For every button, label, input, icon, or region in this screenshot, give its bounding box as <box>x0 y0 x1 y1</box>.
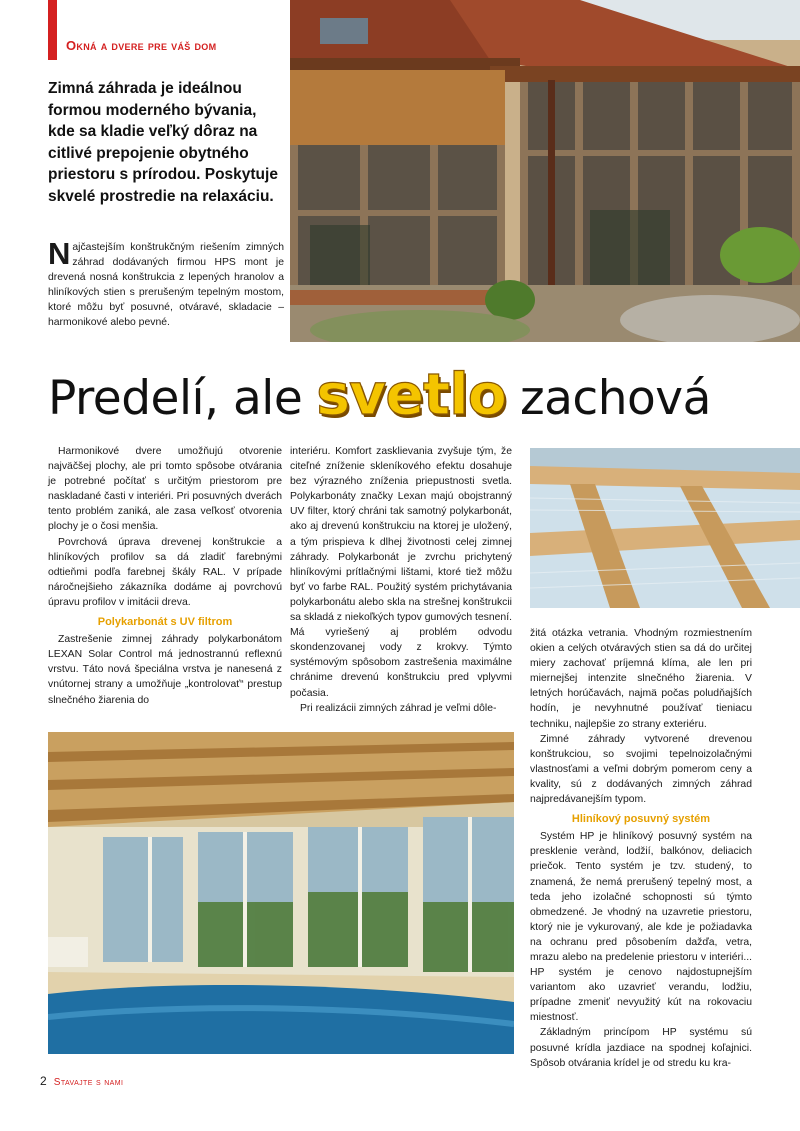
drop-cap: N <box>48 236 71 271</box>
headline-after: zachová <box>519 371 711 426</box>
subheading-aluminium-system: Hliníkový posuvný systém <box>571 813 711 826</box>
intro-paragraph <box>48 236 284 331</box>
intro-text: ajčastejším konštrukčným riešením zimných záhrad dodávaných firmou HPS mont je drevená nosná konštrukcia z lepených hranolov a hliníkových stien s prerušeným tepelným mostom, ktoré môžu byť posuvné, otváravé, skladacie – harmonikové alebo pevné. <box>48 242 284 329</box>
photo-roof-beams <box>530 448 800 608</box>
lead-paragraph: Zimná záhrada je ideálnou formou moderného bývania, kde sa kladie veľký dôraz na citlivé prepojenie obytného priestoru s prírodou. Poskytuje skvelé prostredie na relaxáciu. <box>48 80 278 205</box>
text-column-3 <box>530 626 752 1071</box>
col1-paragraph-2: Povrchová úprava drevenej konštrukcie a hliníkových profilov sa dá zladiť farebnými odtieňmi podľa farebnej škály RAL. V prípade náročnejšieho zákazníka dodáme aj povrchovú úpravu profilov v imitácii dreva. <box>48 536 282 608</box>
headline-before: Predelí, ale <box>48 371 303 426</box>
col1-paragraph-3: Zastrešenie zimnej záhrady polykarbonátom LEXAN Solar Control má jednostrannú reflexnú vrstvu. Táto nová špeciálna vrstva je nanesená z vnútornej strany a umožňuje „kontrolovať“ prestup slnečného žiarenia do <box>48 634 282 706</box>
col3-paragraph-2: Zimné záhrady vytvorené drevenou konštrukciou, so svojimi tepelnoizolačnými vlastnosťami a veľmi dobrým pomerom ceny a kvality, sú z dodávaných zimných záhrad najpredávanejším typom. <box>530 733 752 806</box>
col3-paragraph-1: žitá otázka vetrania. Vhodným rozmiestnením okien a celých otváravých stien sa dá do určitej miery zachovať príjemná klíma, ale len pri miernejšej intenzite slnečného žiarenia. V letných horúčavách, najmä počas poludňajších hodín, je nevyhnutné používať tieniacu techniku, najlepšie zo strany exteriéru. <box>530 628 752 730</box>
col2-paragraph-1: interiéru. Komfort zasklievania zvyšuje tým, že citeľné zníženie skleníkového efektu dosahuje bez výrazného zníženia priepustnosti svetla. Polykarbonáty značky Lexan majú obojstranný UV filter, ktorý chráni tak samotný polykarbonát, ako aj drevenú konštrukciu na ktorej je uložený, a tým prispieva k dlhej životnosti celej zimnej záhrady. Polykarbonát je zvrchu prichytený hliníkovými prítlačnými lištami, ktoré tiež môžu byť vo farbe RAL. Použitý systém prichytávania polykarbonátu alebo skla na strešnej konštrukcii sa skladá z niekoľkých typov gumových tesnení. Má vyriešený aj problém odvodu skondenzovanej vody z krokvy. Týmto systémovým spôsobom zastrešenia maximálne chránime drevenú konštrukciu pred vplyvmi počasia. <box>290 446 512 699</box>
col3-paragraph-4: Základným princípom HP systému sú posuvné krídla jazdiace na spodnej koľajnici. Spôsob otvárania krídel je od stredu ku kra- <box>530 1027 752 1069</box>
col1-paragraph-1: Harmonikové dvere umožňujú otvorenie najväčšej plochy, ale pri tomto spôsobe otvárania je potrebné počítať s určitým priestorom pre naskladané časti v interiéri. Pri posuvných dverách tento problém zaniká, ale zasa veľkosť otvorenia plochy je o čosi menšia. <box>48 446 282 533</box>
article-headline <box>48 362 758 432</box>
subheading-polycarbonate: Polykarbonát s UV filtrom <box>97 616 233 629</box>
section-accent-bar <box>48 0 57 60</box>
photo-winter-garden-exterior <box>290 0 800 342</box>
text-column-1 <box>48 444 282 708</box>
text-column-2 <box>290 444 512 716</box>
headline-highlight: svetlo <box>316 362 506 428</box>
col3-paragraph-3: Systém HP je hliníkový posuvný systém na presklenie verànd, lodžií, balkónov, deliacich priečok. Tento systém je tzv. studený, to znamená, že nemá prerušený tepelný most, a teda jeho izolačné schopnosti sú týmto obmedzené. Je vhodný na uzavretie priestoru, ktorý nie je vykurovaný, ale kde je požiadavka na ochranu pred pôsobením dažďa, vetra, mrazu alebo na predelenie priestoru v interiéri... HP systém je cenovo najdostupnejším variantom ako uzavrieť verandu, lodžiu, prípadne zmeniť nevyužitý kút na rokovaciu miestnosť. <box>530 831 752 1024</box>
col2-paragraph-2: Pri realizácii zimných záhrad je veľmi dôle- <box>300 702 497 714</box>
photo-pool-enclosure <box>48 732 514 1054</box>
page-footer <box>40 1074 123 1088</box>
page-number: 2 <box>40 1074 47 1088</box>
section-title: Okná a dvere pre váš dom <box>66 38 217 53</box>
magazine-name: Stavajte s nami <box>53 1077 124 1088</box>
